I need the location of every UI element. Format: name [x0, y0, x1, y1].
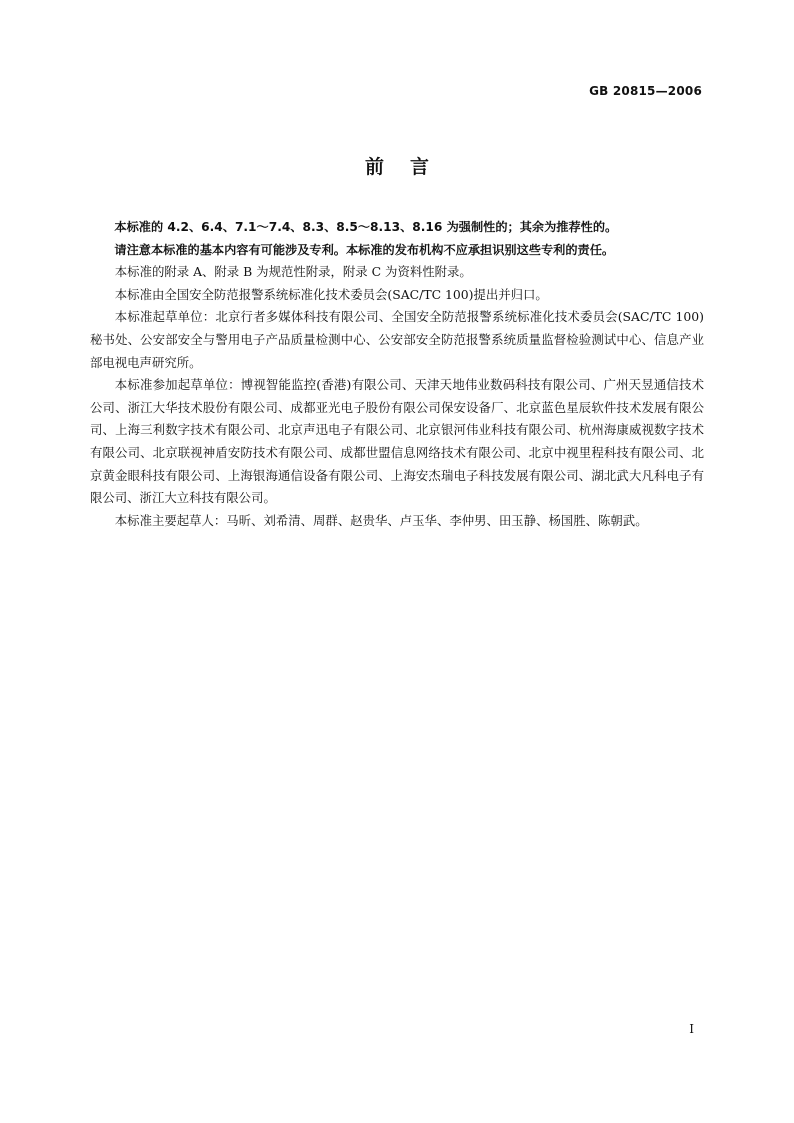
paragraph-patent-notice: 请注意本标准的基本内容有可能涉及专利。本标准的发布机构不应承担识别这些专利的责任。	[114, 242, 615, 257]
paragraph-mandatory-clauses: 本标准的 4.2、6.4、7.1～7.4、8.3、8.5～8.13、8.16 为强制性的；其余为推荐性的。	[114, 220, 618, 234]
paragraph-drafting-units: 本标准起草单位：北京行者多媒体科技有限公司、全国安全防范报警系统标准化技术委员会(SAC/TC 100)秘书处、公安部安全与警用电子产品质量检测中心、公安部安全防范报警系统质量监督检验测试中心、信息产业部电视电声研究所。	[90, 309, 704, 370]
standard-code: GB 20815—2006	[589, 84, 702, 98]
page-title: 前言	[364, 156, 455, 178]
paragraph-annexes: 本标准的附录 A、附录 B 为规范性附录，附录 C 为资料性附录。	[114, 264, 472, 280]
page-number: I	[689, 1022, 694, 1036]
foreword-body	[90, 216, 704, 532]
paragraph-proposer: 本标准由全国安全防范报警系统标准化技术委员会(SAC/TC 100)提出并归口。	[114, 286, 548, 302]
paragraph-participating-units: 本标准参加起草单位：博视智能监控(香港)有限公司、天津天地伟业数码科技有限公司、广州天昱通信技术公司、浙江大华技术股份有限公司、成都亚光电子股份有限公司保安设备厂、北京蓝色星辰软件技术发展有限公司、上海三利数字技术有限公司、北京声迅电子有限公司、北京银河伟业科技有限公司、杭州海康威视数字技术有限公司、北京联视神盾安防技术有限公司、成都世盟信息网络技术有限公司、北京中视里程科技有限公司、北京黄金眼科技有限公司、上海银海通信设备有限公司、上海安杰瑞电子科技发展有限公司、湖北武大凡科电子有限公司、浙江大立科技有限公司。	[90, 377, 704, 506]
paragraph-main-drafters: 本标准主要起草人：马昕、刘希清、周群、赵贵华、卢玉华、李仲男、田玉静、杨国胜、陈朝武。	[114, 512, 648, 528]
